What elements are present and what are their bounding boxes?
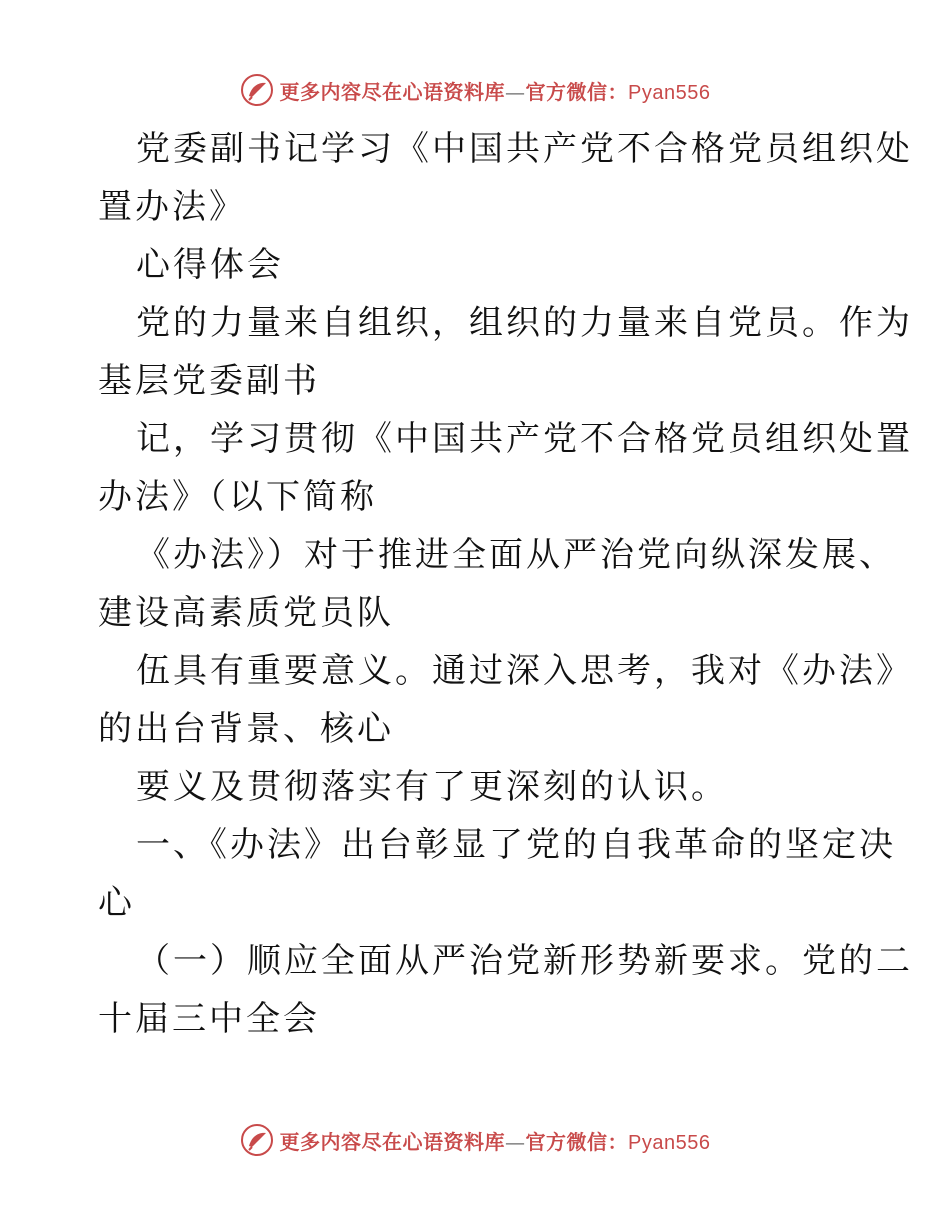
subsection-line: 十届三中全会 xyxy=(98,999,320,1039)
paragraph-line: 要义及贯彻落实有了更深刻的认识。 xyxy=(136,767,728,807)
watermark-separator: — xyxy=(505,1129,526,1154)
watermark-label: 官方微信： xyxy=(525,79,629,104)
paragraph-line: 基层党委副书 xyxy=(98,361,320,401)
paragraph-line: 建设高素质党员队 xyxy=(98,593,394,633)
section-heading-line: 心 xyxy=(98,883,135,923)
watermark-label: 官方微信： xyxy=(525,1129,629,1154)
subsection-line: （一）顺应全面从严治党新形势新要求。党的二 xyxy=(136,941,913,981)
paragraph-line: 党的力量来自组织，组织的力量来自党员。作为 xyxy=(136,303,913,343)
paragraph-line: 伍具有重要意义。通过深入思考，我对《办法》 xyxy=(136,651,913,691)
watermark-handle: Pyan556 xyxy=(628,81,711,104)
watermark-handle: Pyan556 xyxy=(628,1131,711,1154)
watermark-text xyxy=(280,76,711,105)
paragraph-line: 办法》（以下简称 xyxy=(98,477,377,517)
flower-pen-logo-icon xyxy=(240,1123,274,1157)
document-body xyxy=(98,120,913,1048)
paragraph-line: 记，学习贯彻《中国共产党不合格党员组织处置 xyxy=(136,419,913,459)
watermark-separator: — xyxy=(505,79,526,104)
watermark-text xyxy=(280,1126,711,1155)
section-heading-line: 一、《办法》出台彰显了党的自我革命的坚定决 xyxy=(136,825,896,865)
paragraph-line: 的出台背景、核心 xyxy=(98,709,394,749)
subtitle-line: 心得体会 xyxy=(136,245,284,285)
header-watermark xyxy=(0,70,950,110)
footer-watermark xyxy=(0,1120,950,1160)
watermark-prefix: 更多内容尽在心语资料库 xyxy=(279,79,506,104)
title-line-2: 置办法》 xyxy=(98,187,246,227)
title-line-1: 党委副书记学习《中国共产党不合格党员组织处 xyxy=(136,129,913,169)
watermark-prefix: 更多内容尽在心语资料库 xyxy=(279,1129,506,1154)
flower-pen-logo-icon xyxy=(240,73,274,107)
paragraph-line: 《办法》）对于推进全面从严治党向纵深发展、 xyxy=(136,535,896,575)
